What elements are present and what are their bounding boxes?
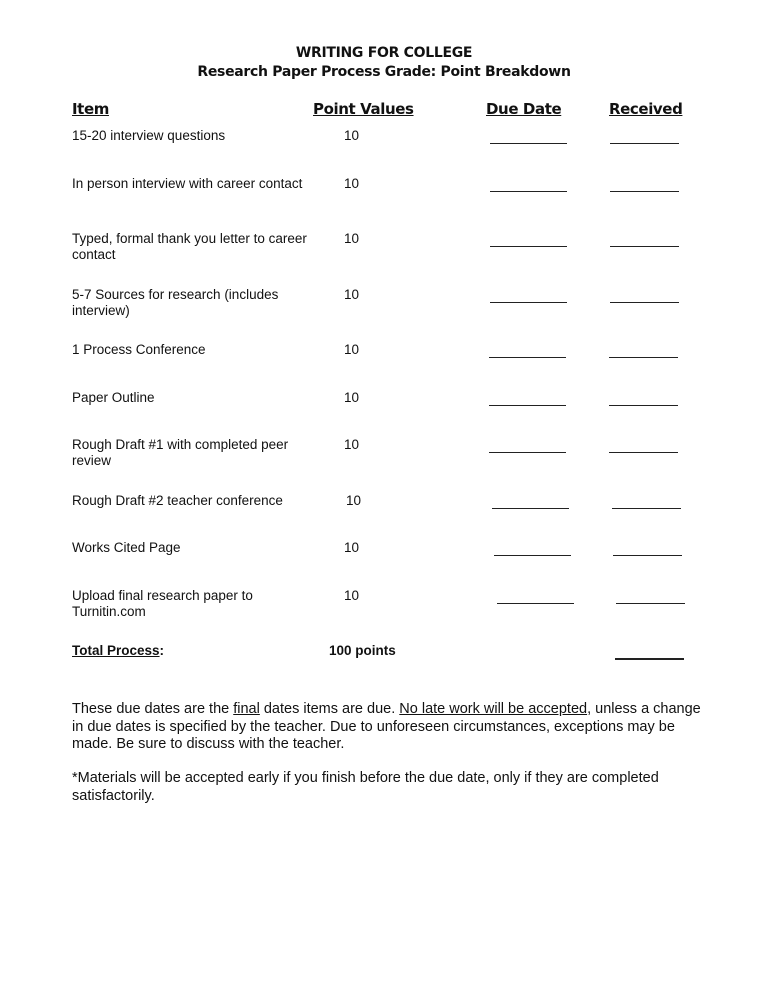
point-value: 10	[344, 231, 360, 246]
due-date-blank[interactable]	[497, 603, 574, 604]
column-header-item: Item	[72, 100, 109, 118]
received-blank[interactable]	[609, 405, 678, 406]
due-date-blank[interactable]	[490, 191, 567, 192]
item-label: Rough Draft #1 with completed peer review	[72, 437, 289, 468]
item-label: In person interview with career contact	[72, 176, 303, 191]
received-blank[interactable]	[610, 246, 679, 247]
document-title: WRITING FOR COLLEGE	[295, 45, 473, 61]
emphasis-final: final	[233, 701, 260, 717]
point-value: 10	[344, 342, 360, 357]
column-header-due-date: Due Date	[486, 100, 562, 118]
total-received-blank[interactable]	[615, 658, 684, 660]
received-blank[interactable]	[610, 143, 679, 144]
due-date-blank[interactable]	[489, 357, 566, 358]
point-value: 10	[344, 437, 360, 452]
due-date-policy-paragraph: These due dates are the final dates items are due. No late work will be accepted, unless a change in due dates is specified by the teacher. Due to unforeseen circumstances, exceptions may be made. Be sure to discuss with the teacher.	[72, 701, 701, 752]
received-blank[interactable]	[616, 603, 685, 604]
item-label: Upload final research paper to Turnitin.com	[72, 588, 253, 619]
due-date-blank[interactable]	[494, 555, 571, 556]
received-blank[interactable]	[609, 357, 678, 358]
document-subtitle: Research Paper Process Grade: Point Breakdown	[197, 64, 571, 80]
due-date-blank[interactable]	[490, 302, 567, 303]
point-value: 10	[344, 540, 360, 555]
point-value: 10	[344, 128, 360, 143]
received-blank[interactable]	[612, 508, 681, 509]
received-blank[interactable]	[613, 555, 682, 556]
due-date-blank[interactable]	[492, 508, 569, 509]
received-blank[interactable]	[610, 191, 679, 192]
item-label: 1 Process Conference	[72, 342, 206, 357]
due-date-blank[interactable]	[490, 143, 567, 144]
point-value: 10	[344, 287, 360, 302]
item-label: Works Cited Page	[72, 540, 181, 555]
column-header-points: Point Values	[313, 100, 414, 118]
due-date-blank[interactable]	[489, 405, 566, 406]
item-label: 15-20 interview questions	[72, 128, 226, 143]
point-value: 10	[344, 176, 360, 191]
due-date-blank[interactable]	[490, 246, 567, 247]
point-value: 10	[346, 493, 362, 508]
received-blank[interactable]	[609, 452, 678, 453]
item-label: 5-7 Sources for research (includes interview)	[72, 287, 279, 318]
early-submission-note: *Materials will be accepted early if you finish before the due date, only if they are completed satisfactorily.	[72, 770, 659, 804]
point-value: 10	[344, 588, 360, 603]
total-label: Total Process:	[72, 643, 165, 658]
item-label: Rough Draft #2 teacher conference	[72, 493, 283, 508]
received-blank[interactable]	[610, 302, 679, 303]
item-label: Paper Outline	[72, 390, 155, 405]
item-label: Typed, formal thank you letter to career contact	[72, 231, 307, 262]
point-value: 10	[344, 390, 360, 405]
total-points: 100 points	[329, 643, 396, 658]
emphasis-no-late-work: No late work will be accepted	[399, 701, 588, 717]
due-date-blank[interactable]	[489, 452, 566, 453]
column-header-received: Received	[609, 100, 683, 118]
